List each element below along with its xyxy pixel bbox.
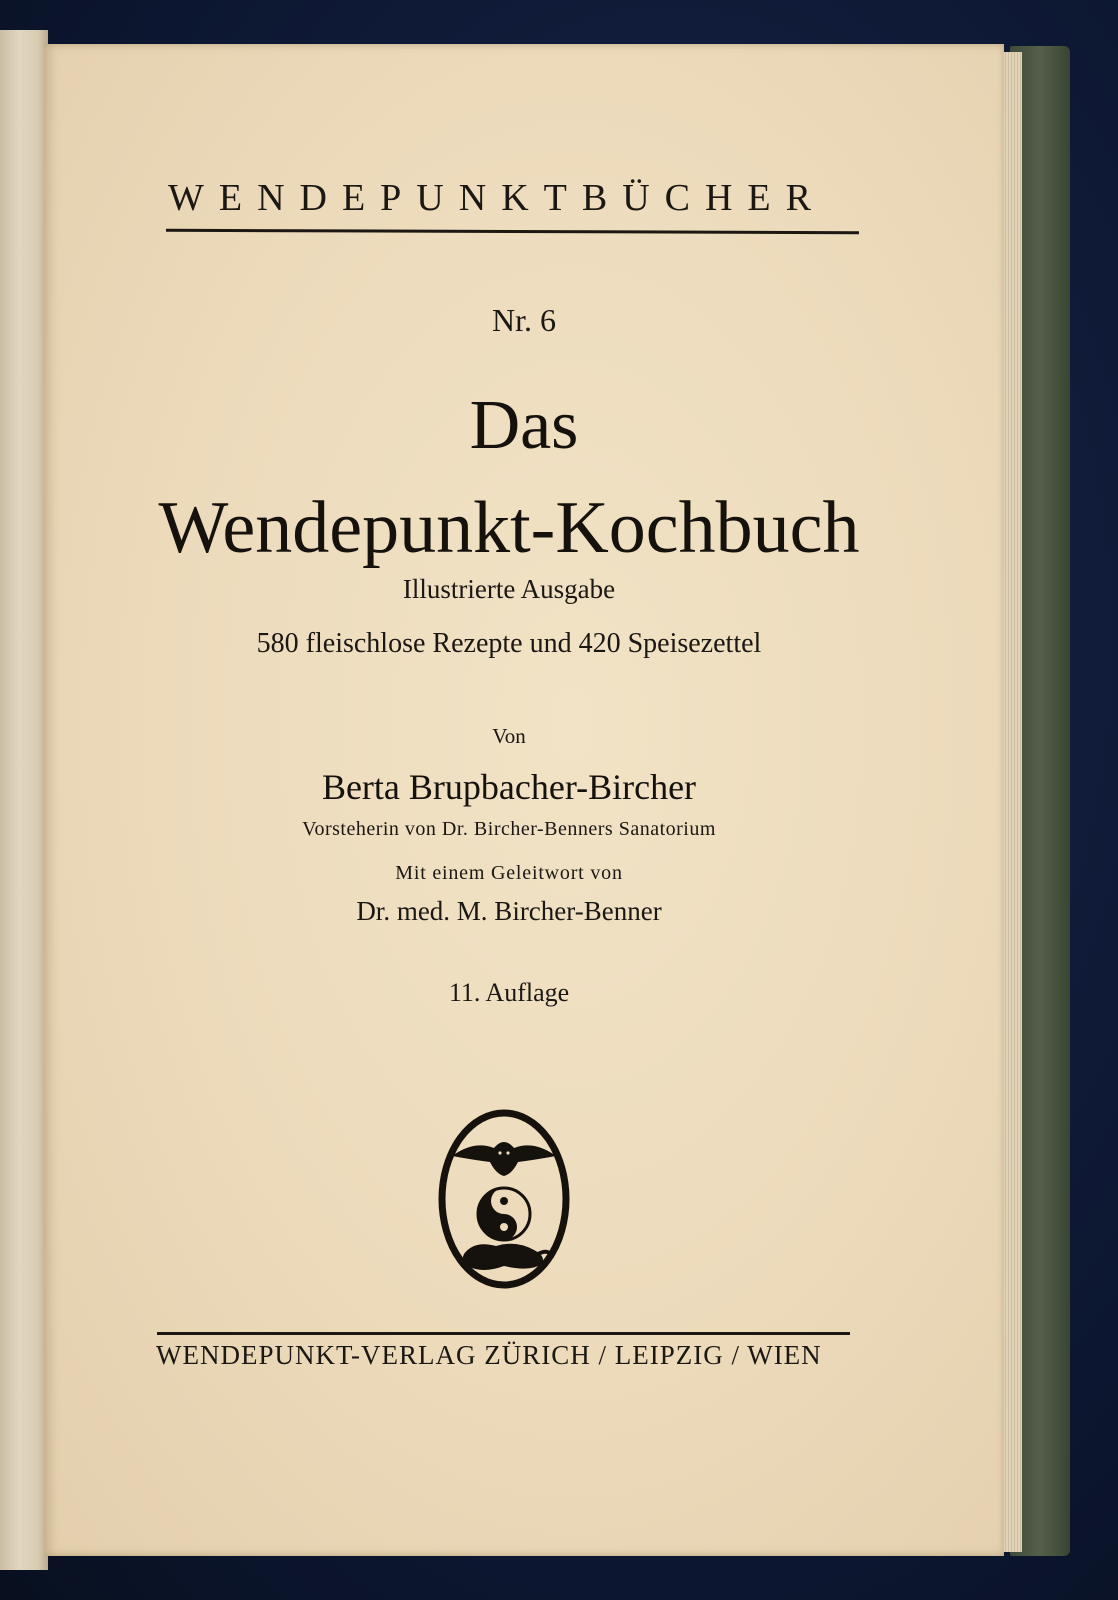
publisher-rule xyxy=(157,1332,850,1335)
recipes-line: 580 fleischlose Rezepte und 420 Speisezettel xyxy=(256,628,762,659)
publisher-emblem-icon xyxy=(434,1104,574,1294)
series-rule xyxy=(166,229,859,234)
book-title-line-2: Wendepunkt-Kochbuch xyxy=(158,487,860,569)
series-title: WENDEPUNKTBÜCHER xyxy=(168,177,826,219)
foreword-author: Dr. med. M. Bircher-Benner xyxy=(356,896,662,926)
by-label: Von xyxy=(492,724,526,748)
book-title-line-1: Das xyxy=(469,387,579,464)
volume-number: Nr. 6 xyxy=(492,302,556,338)
subtitle: Illustrierte Ausgabe xyxy=(402,574,616,604)
author-name: Berta Brupbacher-Bircher xyxy=(321,767,697,807)
title-page xyxy=(44,44,1004,1556)
author-role: Vorsteherin von Dr. Bircher-Benners Sanatorium xyxy=(302,818,716,840)
foreword-intro: Mit einem Geleitwort von xyxy=(395,862,623,884)
left-facing-page xyxy=(0,30,48,1570)
edition: 11. Auflage xyxy=(448,978,570,1007)
publisher-imprint: WENDEPUNKT-VERLAG ZÜRICH / LEIPZIG / WIEN xyxy=(156,1340,822,1370)
